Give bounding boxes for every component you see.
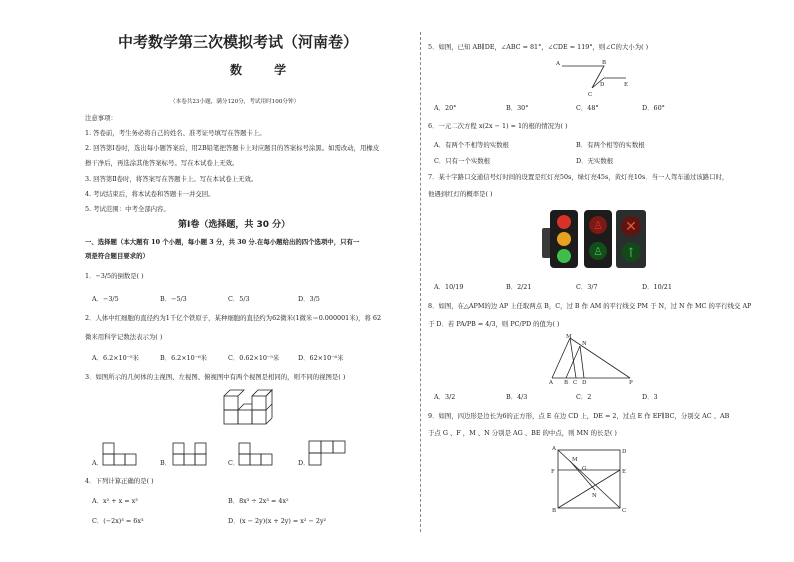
q2-stem-2: 微米用科学记数法表示为( ) xyxy=(85,333,163,341)
notes-heading: 注意事项： xyxy=(85,114,117,122)
q3-view-a xyxy=(102,442,142,467)
q8-label-n: N xyxy=(582,341,587,347)
q7-option-a[interactable]: A．10/19 xyxy=(434,283,464,291)
q8-label-c: C xyxy=(573,380,578,386)
up-arrow-icon: ↑ xyxy=(625,246,637,261)
q9-label-d: D xyxy=(622,449,627,455)
q5-label-e: E xyxy=(624,82,629,88)
note-2: 2. 回答第Ⅰ卷时，选出每小题答案后，用2B铅笔把答题卡上对应题目的答案标号涂黑。如需改动，用橡皮 xyxy=(85,144,380,152)
section-title: 第Ⅰ卷（选择题，共 30 分） xyxy=(178,220,291,230)
q8-figure xyxy=(546,332,638,384)
q3-view-b xyxy=(172,442,212,467)
q3-option-d[interactable]: D． xyxy=(298,459,310,467)
traffic-light-amber-icon xyxy=(557,232,571,246)
q9-label-n: N xyxy=(592,493,597,499)
q8-label-a: A xyxy=(549,380,553,386)
exam-meta: （本卷共23小题，满分120分，考试用时100分钟） xyxy=(170,99,300,105)
note-1: 1. 答卷前，考生务必将自己的姓名、准考证号填写在答题卡上。 xyxy=(85,129,266,137)
q5-label-d: D xyxy=(600,82,605,88)
q9-label-b: B xyxy=(552,508,557,514)
q3-option-c[interactable]: C． xyxy=(228,459,240,467)
q6-option-c[interactable]: C．只有一个实数根 xyxy=(434,157,491,165)
q5-label-b: B xyxy=(602,60,607,66)
q9-label-c: C xyxy=(622,508,627,514)
q1-option-d[interactable]: D．3/5 xyxy=(298,295,320,303)
note-3: 3. 回答第Ⅱ卷时，将答案写在答题卡上。写在本试卷上无效。 xyxy=(85,175,258,183)
q8-stem-1: 8．如图，在△APM的边 AP 上任取两点 B，C，过 B 作 AM 的平行线交 PM 于 N，过 N 作 MC 的平行线交 AP xyxy=(428,302,752,310)
q5-option-c[interactable]: C．48° xyxy=(576,104,599,112)
note-2-cont: 擦干净后，再选涂其他答案标号。写在本试卷上无效。 xyxy=(85,159,239,167)
q9-label-g: G xyxy=(582,466,587,472)
q8-stem-2: 于 D．若 PA/PB = 4/3，则 PC/PD 的值为( ) xyxy=(428,320,560,328)
q4-option-d[interactable]: D．(x − 2y)(x + 2y) = x² − 2y² xyxy=(228,517,327,525)
q5-option-b[interactable]: B．30° xyxy=(506,104,529,112)
section-intro-1: 一、选择题（本大题有 10 个小题，每小题 3 分，共 30 分.在每小题给出的四个选项中，只有一 xyxy=(85,238,360,246)
q8-option-a[interactable]: A．3/2 xyxy=(434,393,456,401)
q3-view-c xyxy=(238,442,278,467)
q2-option-b[interactable]: B．6.2×10⁻⁶米 xyxy=(160,354,208,362)
q8-label-p: P xyxy=(629,380,633,386)
q3-solid-figure xyxy=(222,388,274,430)
green-man-icon: ♙ xyxy=(593,245,603,258)
q5-stem: 5．如图，已知 AB∥DE，∠ABC = 81°，∠CDE = 119°，则∠C的大小为( ) xyxy=(428,43,649,51)
q5-label-c: C xyxy=(588,92,593,98)
cross-icon: ✕ xyxy=(625,219,637,235)
traffic-lights-image xyxy=(540,208,650,270)
q9-label-e: E xyxy=(622,469,627,475)
q7-stem-1: 7．某十字路口交通信号灯时间的设置是红灯亮50s，绿灯亮45s，黄灯亮10s．当一人驾车通过该路口时， xyxy=(428,173,729,181)
q7-option-c[interactable]: C．3/7 xyxy=(576,283,598,291)
q1-option-b[interactable]: B．−5/3 xyxy=(160,295,187,303)
q8-option-d[interactable]: D．3 xyxy=(642,393,658,401)
q4-option-b[interactable]: B．8x³ ÷ 2x³ = 4x² xyxy=(228,497,289,505)
q2-option-c[interactable]: C．0.62×10⁻⁵米 xyxy=(228,354,280,362)
q4-option-c[interactable]: C．(−2x)³ = 6x³ xyxy=(92,517,144,525)
q5-option-d[interactable]: D．60° xyxy=(642,104,665,112)
q6-stem: 6．一元二次方程 x(2x − 1) = 1的根的情况为( ) xyxy=(428,122,568,130)
q4-stem: 4．下列计算正确的是( ) xyxy=(85,477,154,485)
column-divider xyxy=(420,32,421,532)
q3-option-b[interactable]: B． xyxy=(160,459,172,467)
q9-figure xyxy=(550,444,634,516)
q6-option-a[interactable]: A．有两个不相等的实数根 xyxy=(434,141,509,149)
traffic-light-green-icon xyxy=(557,249,571,263)
q5-label-a: A xyxy=(556,61,560,67)
q9-stem-1: 9．如图，四边形是边长为6的正方形，点 E 在边 CD 上，DE = 2，过点 E 作 EF∥BC，分别交 AC 、AB xyxy=(428,412,730,420)
q8-label-b: B xyxy=(564,380,569,386)
q9-label-m: M xyxy=(572,457,578,463)
q5-option-a[interactable]: A．20° xyxy=(434,104,457,112)
q6-option-b[interactable]: B．有两个相等的实数根 xyxy=(576,141,645,149)
q2-stem-1: 2．人体中红细胞的直径约为1千亿个铁原子，某种细胞的直径约为62微米(1微米＝0.000001米)，将 62 xyxy=(85,314,382,322)
q8-option-b[interactable]: B．4/3 xyxy=(506,393,528,401)
q9-label-f: F xyxy=(551,469,555,475)
subject-title: 数 学 xyxy=(230,63,301,77)
q8-label-d: D xyxy=(582,380,587,386)
red-man-icon: ♙ xyxy=(593,219,603,232)
q1-option-a[interactable]: A．−3/5 xyxy=(92,295,119,303)
q8-option-c[interactable]: C．2 xyxy=(576,393,592,401)
q2-option-d[interactable]: D．62×10⁻⁶米 xyxy=(298,354,344,362)
traffic-light-red-icon xyxy=(557,215,571,229)
q3-view-d xyxy=(308,440,348,467)
note-5: 5. 考试范围：中考全部内容。 xyxy=(85,205,170,213)
q9-label-a: A xyxy=(552,446,556,452)
q3-stem: 3．如图所示的几何体的主视图、左视图、俯视图中有两个视图是相同的，则不同的视图是( ) xyxy=(85,373,346,381)
q7-stem-2: 他遇到红灯的概率是( ) xyxy=(428,190,493,198)
q7-option-d[interactable]: D．10/21 xyxy=(642,283,672,291)
q2-option-a[interactable]: A．6.2×10⁻⁵米 xyxy=(92,354,139,362)
q1-option-c[interactable]: C．5/3 xyxy=(228,295,250,303)
section-intro-2: 项是符合题目要求的） xyxy=(85,252,149,260)
note-4: 4. 考试结束后，将本试卷和答题卡一并交回。 xyxy=(85,190,215,198)
q9-stem-2: 于点 G 、F ，M 、N 分别是 AG 、BE 的中点，则 MN 的长是( ) xyxy=(428,429,617,437)
q7-option-b[interactable]: B．2/21 xyxy=(506,283,532,291)
q3-option-a[interactable]: A． xyxy=(92,459,104,467)
q8-label-m: M xyxy=(566,334,572,340)
q5-figure xyxy=(556,58,636,100)
q4-option-a[interactable]: A．x² + x = x³ xyxy=(92,497,138,505)
q6-option-d[interactable]: D．无实数根 xyxy=(576,157,614,165)
q1-stem: 1．−3/5的倒数是( ) xyxy=(85,272,144,280)
page-title: 中考数学第三次模拟考试（河南卷） xyxy=(118,33,359,51)
